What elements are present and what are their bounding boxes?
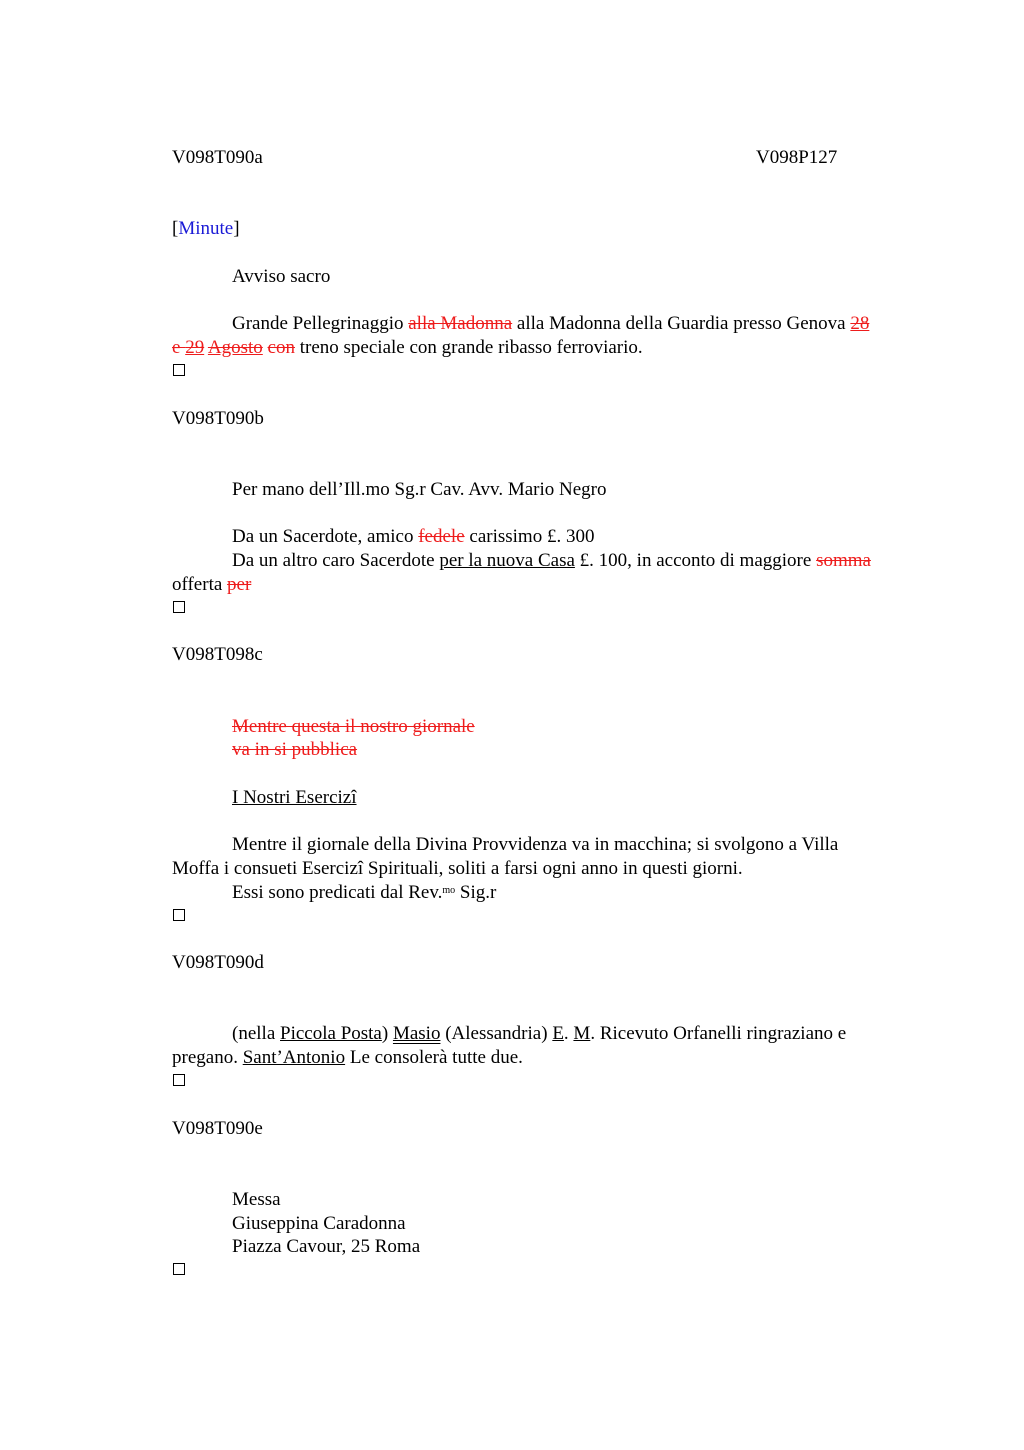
deletion: e <box>172 337 186 358</box>
section-end-box <box>173 601 185 613</box>
section-d-code: V098T090d <box>172 952 264 973</box>
deletion: va in si pubblica <box>232 739 358 760</box>
deletion: somma <box>816 550 871 571</box>
section-a-line-2: e 29 Agosto con treno speciale con grande ribasso ferroviario. <box>172 337 643 358</box>
section-b-line-2: Da un altro caro Sacerdote per la nuova Casa £. 100, in acconto di maggiore somma <box>232 550 871 571</box>
section-c-code: V098T098c <box>172 644 263 665</box>
section-e-line-2: Giuseppina Caradonna <box>232 1213 406 1234</box>
section-b-code: V098T090b <box>172 408 264 429</box>
minute-label: [Minute] <box>172 218 240 239</box>
section-d-line-1: (nella Piccola Posta) Masio (Alessandria) E. M. Ricevuto Orfanelli ringraziano e <box>232 1023 847 1044</box>
section-end-box <box>173 1074 185 1086</box>
section-end-box <box>173 1263 185 1275</box>
minute-link: Minute <box>178 218 234 239</box>
section-c-deleted-line-1 <box>232 715 934 739</box>
underlined-text: Piccola Posta <box>280 1023 382 1044</box>
deletion: fedele <box>418 526 465 547</box>
underlined-text: per la nuova Casa <box>439 550 575 571</box>
deletion: 28 <box>850 313 870 334</box>
document-code: V098T090a <box>172 147 263 168</box>
section-b-line-3: offerta per <box>172 574 252 595</box>
section-a-line-1: Grande Pellegrinaggio alla Madonna alla Madonna della Guardia presso Genova 28 <box>232 313 870 334</box>
deletion: con <box>267 337 295 358</box>
section-end-box <box>173 364 185 376</box>
deletion: Agosto <box>207 337 263 358</box>
header-line <box>172 146 934 170</box>
underlined-text: E <box>552 1023 564 1044</box>
section-c-line-2: Moffa i consueti Esercizi Spirituali, soliti a farsi ogni anno in questi giorni. <box>172 858 743 879</box>
section-e-line-1: Messa <box>232 1189 281 1210</box>
section-c-deleted-line-2 <box>232 738 934 762</box>
section-c-line-3: Essi sono predicati dal Rev.$^{mo}$ Sig.r <box>232 882 497 903</box>
section-c-line-1: Mentre il giornale della Divina Provvidenza va in macchina; si svolgono a Villa <box>232 834 839 855</box>
underlined-text: I Nostri Esercizi <box>232 787 357 808</box>
section-e-line-3: Piazza Cavour, 25 Roma <box>232 1236 421 1257</box>
section-e-code: V098T090e <box>172 1118 263 1139</box>
section-b-heading: Per mano dell’Ill.mo Sg.r Cav. Avv. Mario Negro <box>232 479 607 500</box>
section-a-title: Avviso sacro <box>232 266 331 287</box>
section-end-box <box>173 909 185 921</box>
section-d-line-2: pregano. Sant’Antonio Le consolerà tutte due. <box>172 1047 523 1068</box>
section-c-title <box>232 786 934 810</box>
deletion: per <box>227 574 252 595</box>
deletion: Mentre questa il nostro giornale <box>232 716 475 737</box>
page-code: V098P127 <box>756 147 838 168</box>
deletion: 29 <box>185 337 205 358</box>
section-b-line-1: Da un Sacerdote, amico fedele carissimo £. 300 <box>232 526 595 547</box>
double-underlined-text: Masio <box>392 1023 441 1044</box>
deletion: alla Madonna <box>408 313 513 334</box>
underlined-text: M <box>573 1023 591 1044</box>
underlined-text: Sant’Antonio <box>242 1047 346 1068</box>
